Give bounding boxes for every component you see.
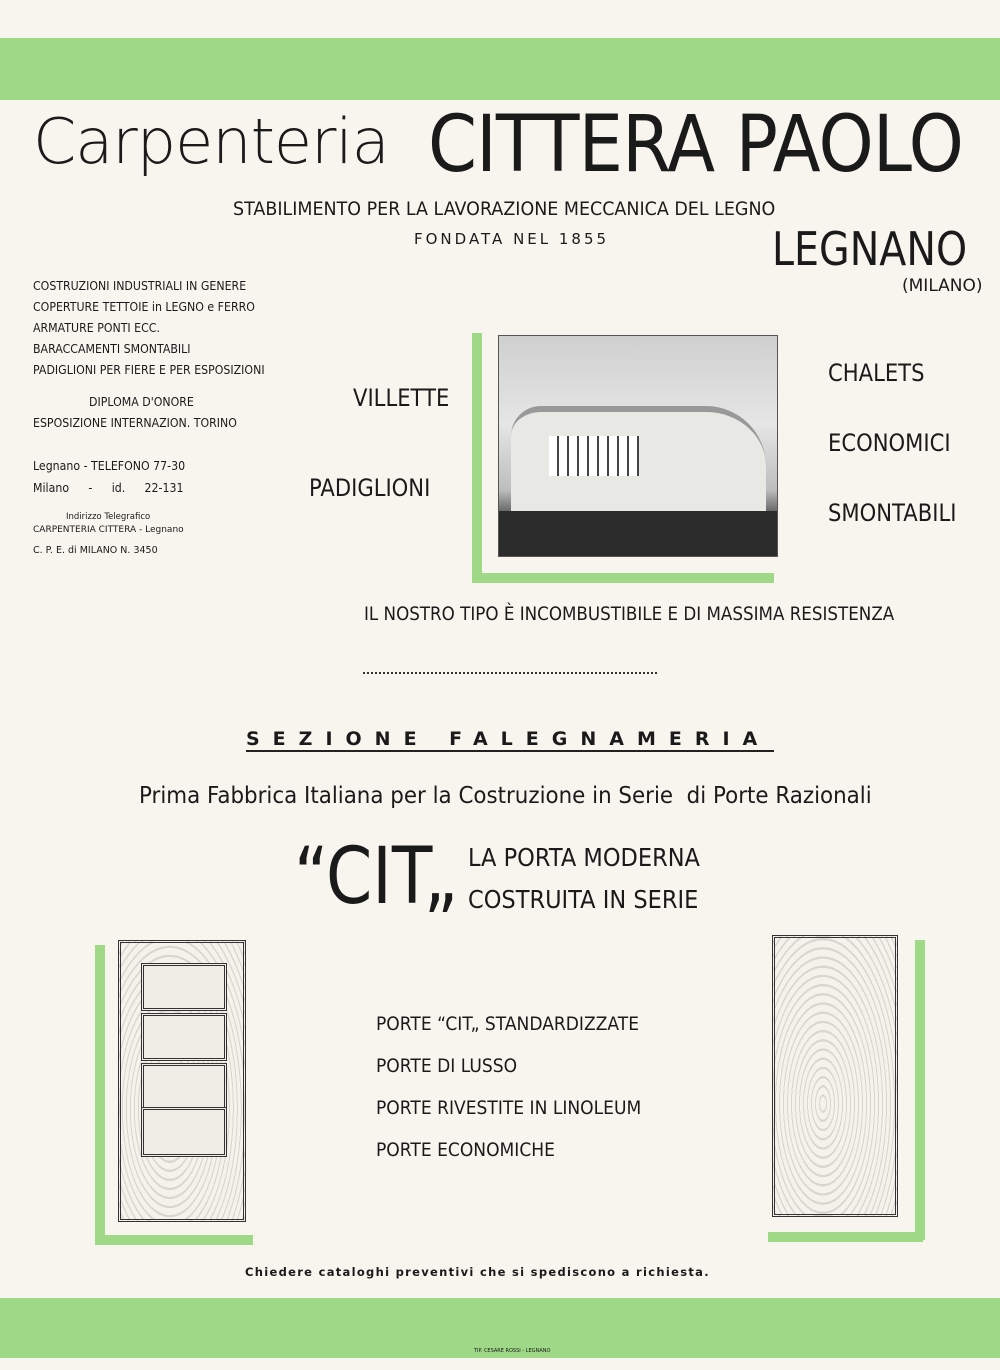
door-panel [141, 963, 227, 1011]
door-panel [141, 1107, 227, 1157]
product-item: PORTE ECONOMICHE [376, 1139, 555, 1161]
section-underline [246, 750, 774, 752]
printer-credit: TIP. CESARE ROSSI - LEGNANO [474, 1348, 551, 1354]
catalog-note: Chiedere cataloghi preventivi che si spediscono a richiesta. [245, 1265, 710, 1279]
title-carpenteria: Carpenteria [33, 105, 389, 178]
telegraph-address: CARPENTERIA CITTERA - Legnano [33, 525, 184, 535]
chalet-garden [499, 511, 777, 556]
product-item: PORTE RIVESTITE IN LINOLEUM [376, 1097, 642, 1119]
paneled-door-illustration [118, 940, 246, 1222]
door-panel [141, 1013, 227, 1061]
subtitle: STABILIMENTO PER LA LAVORAZIONE MECCANICA DEL LEGNO [233, 198, 776, 220]
label-smontabili: SMONTABILI [828, 499, 957, 527]
services-list [33, 275, 265, 380]
title-company: CITTERA PAOLO [428, 100, 963, 190]
label-chalets: CHALETS [828, 359, 925, 387]
brand-line1: LA PORTA MODERNA [468, 843, 700, 872]
right-door-bracket-vertical [915, 940, 925, 1240]
province: (MILANO) [902, 276, 983, 296]
telegraph-label: Indirizzo Telegrafico [66, 512, 151, 522]
right-door-bracket-horizontal [768, 1232, 923, 1242]
photo-bracket-vertical [472, 333, 482, 583]
door-panel [141, 1063, 227, 1111]
service-item: COPERTURE TETTOIE in LEGNO e FERRO [33, 299, 255, 314]
chalet-photo [498, 335, 778, 557]
dotted-divider [363, 672, 657, 674]
label-padiglioni: PADIGLIONI [309, 474, 431, 502]
award-title: DIPLOMA D'ONORE [89, 394, 194, 409]
left-door-bracket-horizontal [105, 1235, 253, 1245]
phone-legnano: Legnano - TELEFONO 77-30 [33, 458, 186, 473]
award-exhibition: ESPOSIZIONE INTERNAZION. TORINO [33, 415, 237, 430]
chalet-windows [549, 436, 639, 476]
product-item: PORTE “CIT„ STANDARDIZZATE [376, 1013, 640, 1035]
label-villette: VILLETTE [353, 384, 450, 412]
cit-brand: “CIT„ [294, 832, 459, 922]
left-door-bracket-vertical [95, 945, 105, 1245]
cpe-number: C. P. E. di MILANO N. 3450 [33, 545, 158, 556]
photo-bracket-horizontal [472, 573, 774, 583]
service-item: COSTRUZIONI INDUSTRIALI IN GENERE [33, 278, 247, 293]
flush-door-illustration [772, 935, 898, 1217]
city: LEGNANO [772, 222, 968, 276]
brand-line2: COSTRUITA IN SERIE [468, 885, 699, 914]
top-green-band [0, 38, 1000, 100]
claim: IL NOSTRO TIPO È INCOMBUSTIBILE E DI MASSIMA RESISTENZA [364, 603, 895, 625]
founded: FONDATA NEL 1855 [414, 230, 610, 248]
service-item: BARACCAMENTI SMONTABILI [33, 341, 191, 356]
section-subtitle: Prima Fabbrica Italiana per la Costruzione in Serie di Porte Razionali [139, 783, 872, 809]
product-item: PORTE DI LUSSO [376, 1055, 518, 1077]
service-item: ARMATURE PONTI ECC. [33, 320, 160, 335]
service-item: PADIGLIONI PER FIERE E PER ESPOSIZIONI [33, 362, 265, 377]
products-list [376, 1003, 641, 1171]
phone-milano: Milano - id. 22-131 [33, 480, 184, 495]
section-title: SEZIONE FALEGNAMERIA [246, 728, 771, 750]
label-economici: ECONOMICI [828, 429, 951, 457]
